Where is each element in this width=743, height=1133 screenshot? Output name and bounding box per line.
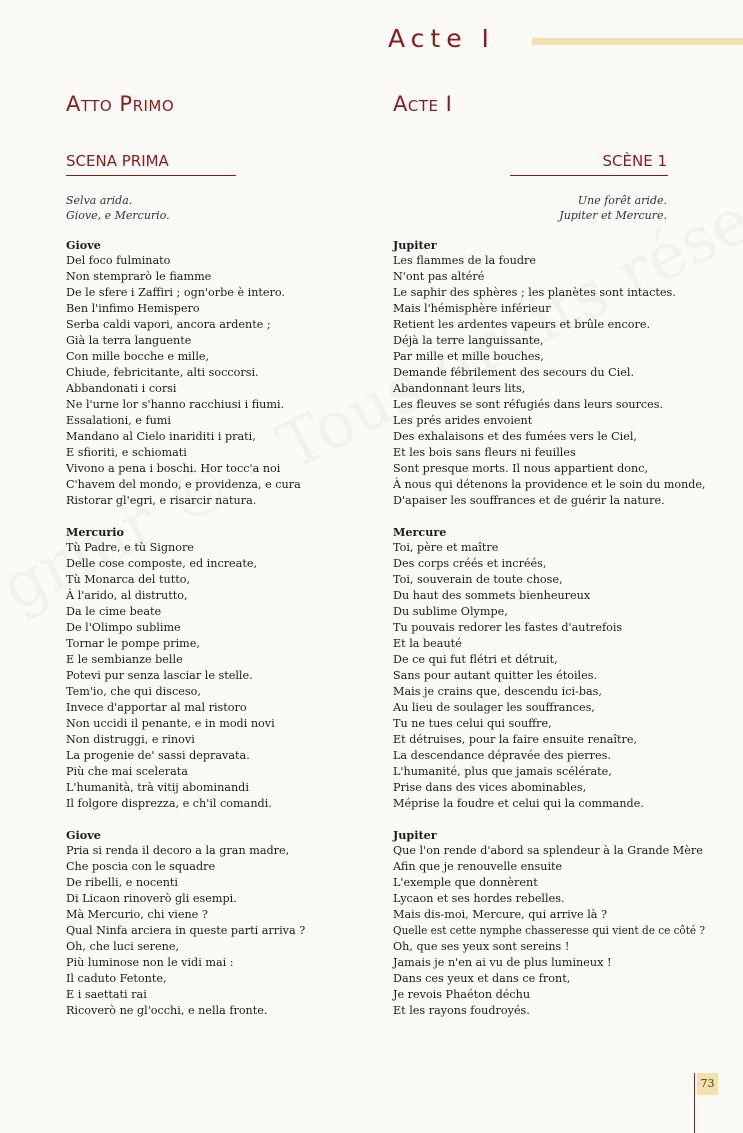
- verse-line: Des corps créés et incréés,: [393, 557, 547, 570]
- verse-line: Non distruggi, e rinovi: [66, 733, 195, 746]
- verse-line: De ce qui fut flétri et détruit,: [393, 653, 558, 666]
- verse-line: De ribelli, e nocenti: [66, 876, 178, 889]
- french-setting-characters: Jupiter et Mercure.: [559, 209, 667, 222]
- italian-text-column: [66, 237, 376, 1034]
- verse-line: Mais dis-moi, Mercure, qui arrive là ?: [393, 908, 608, 921]
- verse-line: Di Licaon rinoverò gli esempi.: [66, 892, 237, 905]
- verse-line: Et les rayons foudroyés.: [393, 1004, 530, 1017]
- verse-line: Sont presque morts. Il nous appartient donc,: [393, 462, 648, 475]
- running-header-title: Acte I: [388, 24, 495, 53]
- verse-line: E le sembianze belle: [66, 653, 183, 666]
- verse-line: Oh, che luci serene,: [66, 940, 180, 953]
- verse-line: Oh, que ses yeux sont sereins !: [393, 940, 570, 953]
- verse-line: Da le cime beate: [66, 605, 162, 618]
- italian-speech-block: [66, 237, 376, 509]
- verse-line: Tu pouvais redorer les fastes d'autrefois: [393, 621, 623, 634]
- verse-line: Abbandonati i corsi: [66, 382, 177, 395]
- page-number-rule: [694, 1073, 695, 1133]
- verse-line: L'humanità, trà vitij abominandi: [66, 781, 249, 794]
- speaker-name: Giove: [66, 238, 101, 252]
- verse-line: Del foco fulminato: [66, 254, 171, 267]
- verse-line: Ristorar gl'egri, e risarcir natura.: [66, 494, 257, 507]
- verse-line: Méprise la foudre et celui qui la commande.: [393, 797, 644, 810]
- verse-line: Essalationi, e fumi: [66, 414, 171, 427]
- verse-line: Ne l'urne lor s'hanno racchiusi i fiumi.: [66, 398, 285, 411]
- verse-line: Sans pour autant quitter les étoiles.: [393, 669, 598, 682]
- speaker-name: Mercure: [393, 525, 447, 539]
- verse-line: Pria si renda il decoro a la gran madre,: [66, 844, 290, 857]
- verse-line: Demande fébrilement des secours du Ciel.: [393, 366, 635, 379]
- verse-line: Retient les ardentes vapeurs et brûle encore.: [393, 318, 651, 331]
- verse-line: Lycaon et ses hordes rebelles.: [393, 892, 565, 905]
- verse-line: Mais je crains que, descendu ici-bas,: [393, 685, 602, 698]
- speaker-name: Jupiter: [393, 828, 437, 842]
- verse-line: Au lieu de soulager les souffrances,: [393, 701, 595, 714]
- verse-line: Tu ne tues celui qui souffre,: [393, 717, 552, 730]
- french-setting-place: Une forêt aride.: [577, 194, 667, 207]
- verse-line: Toi, père et maître: [393, 541, 499, 554]
- speaker-name: Jupiter: [393, 238, 437, 252]
- verse-line: La progenie de' sassi depravata.: [66, 749, 250, 762]
- verse-line: Mandano al Cielo inariditi i prati,: [66, 430, 256, 443]
- verse-line: Invece d'apportar al mal ristoro: [66, 701, 247, 714]
- verse-line: Chiude, febricitante, alti soccorsi.: [66, 366, 259, 379]
- verse-line: Toi, souverain de toute chose,: [393, 573, 563, 586]
- speaker-name: Giove: [66, 828, 101, 842]
- verse-line: L'humanité, plus que jamais scélérate,: [393, 765, 612, 778]
- verse-line: À nous qui détenons la providence et le soin du monde,: [393, 478, 706, 491]
- speaker-name: Mercurio: [66, 525, 124, 539]
- verse-line: De le sfere i Zaffiri ; ogn'orbe è intero.: [66, 286, 285, 299]
- verse-line: Des exhalaisons et des fumées vers le Ciel,: [393, 430, 637, 443]
- french-text-column: [393, 237, 706, 1034]
- verse-line: Je revois Phaéton déchu: [393, 988, 531, 1001]
- verse-line: Delle cose composte, ed increate,: [66, 557, 258, 570]
- italian-scene-rule: [66, 175, 236, 176]
- verse-line: Par mille et mille bouches,: [393, 350, 544, 363]
- verse-line: Du sublime Olympe,: [393, 605, 508, 618]
- verse-line: Mà Mercurio, chi viene ?: [66, 908, 208, 921]
- italian-setting-place: Selva arida.: [66, 194, 133, 207]
- header-accent-bar: [532, 38, 743, 45]
- verse-line: E sfioriti, e schiomati: [66, 446, 187, 459]
- italian-scene-heading: SCENA PRIMA: [66, 152, 169, 170]
- page-number: 73: [697, 1073, 718, 1095]
- verse-line: Et détruises, pour la faire ensuite renaître,: [393, 733, 638, 746]
- verse-line: Afin que je renouvelle ensuite: [393, 860, 563, 873]
- verse-line: Prise dans des vices abominables,: [393, 781, 587, 794]
- verse-line: Les fleuves se sont réfugiés dans leurs sources.: [393, 398, 664, 411]
- italian-setting-characters: Giove, e Mercurio.: [66, 209, 170, 222]
- verse-line: De l'Olimpo sublime: [66, 621, 181, 634]
- french-scene-rule: [510, 175, 668, 176]
- verse-line: Serba caldi vapori, ancora ardente ;: [66, 318, 271, 331]
- italian-act-heading: Atto Primo: [66, 92, 175, 116]
- verse-line: Quelle est cette nymphe chasseresse qui vient de ce côté ?: [393, 924, 706, 937]
- verse-line: Potevi pur senza lasciar le stelle.: [66, 669, 253, 682]
- verse-line: Ben l'infimo Hemispero: [66, 302, 200, 315]
- verse-line: Qual Ninfa arciera in queste parti arriva ?: [66, 924, 306, 937]
- verse-line: E i saettati rai: [66, 988, 147, 1001]
- french-speech-block: [393, 524, 703, 812]
- verse-line: Dans ces yeux et dans ce front,: [393, 972, 571, 985]
- verse-line: Non uccidi il penante, e in modi novi: [66, 717, 275, 730]
- verse-line: Mais l'hémisphère inférieur: [393, 302, 551, 315]
- french-stage-direction: [559, 193, 667, 223]
- verse-line: La descendance dépravée des pierres.: [393, 749, 611, 762]
- verse-line: Con mille bocche e mille,: [66, 350, 210, 363]
- italian-speech-block: [66, 524, 376, 812]
- verse-line: À l'arido, al distrutto,: [66, 589, 188, 602]
- french-scene-heading: SCÈNE 1: [602, 152, 667, 170]
- verse-line: Ricoverò ne gl'occhi, e nella fronte.: [66, 1004, 268, 1017]
- verse-line: Et les bois sans fleurs ni feuilles: [393, 446, 576, 459]
- verse-line: Il caduto Fetonte,: [66, 972, 167, 985]
- verse-line: Non stemprarò le fiamme: [66, 270, 212, 283]
- verse-line: Tù Padre, e tù Signore: [66, 541, 194, 554]
- verse-line: Et la beauté: [393, 637, 462, 650]
- italian-speech-block: [66, 827, 376, 1019]
- verse-line: Che poscia con le squadre: [66, 860, 216, 873]
- verse-line: Più che mai scelerata: [66, 765, 188, 778]
- verse-line: Il folgore disprezza, e ch'il comandi.: [66, 797, 272, 810]
- verse-line: Tornar le pompe prime,: [66, 637, 200, 650]
- verse-line: Già la terra languente: [66, 334, 192, 347]
- verse-line: Tù Monarca del tutto,: [66, 573, 191, 586]
- verse-line: L'exemple que donnèrent: [393, 876, 538, 889]
- verse-line: Déjà la terre languissante,: [393, 334, 544, 347]
- verse-line: Les flammes de la foudre: [393, 254, 536, 267]
- verse-line: Jamais je n'en ai vu de plus lumineux !: [393, 956, 612, 969]
- verse-line: Les prés arides envoient: [393, 414, 533, 427]
- verse-line: N'ont pas altéré: [393, 270, 485, 283]
- italian-stage-direction: [66, 193, 170, 223]
- verse-line: Du haut des sommets bienheureux: [393, 589, 591, 602]
- verse-line: Que l'on rende d'abord sa splendeur à la Grande Mère: [393, 844, 703, 857]
- verse-line: D'apaiser les souffrances et de guérir la nature.: [393, 494, 665, 507]
- verse-line: Tem'io, che qui disceso,: [66, 685, 201, 698]
- french-act-heading: Acte I: [393, 92, 453, 116]
- verse-line: Abandonnant leurs lits,: [393, 382, 526, 395]
- verse-line: C'havem del mondo, e providenza, e cura: [66, 478, 301, 491]
- verse-line: Le saphir des sphères ; les planètes sont intactes.: [393, 286, 676, 299]
- verse-line: Vivono a pena i boschi. Hor tocc'a noi: [66, 462, 281, 475]
- french-speech-block: [393, 237, 706, 509]
- verse-line: Più luminose non le vidi mai :: [66, 956, 234, 969]
- french-speech-block: [393, 827, 706, 1019]
